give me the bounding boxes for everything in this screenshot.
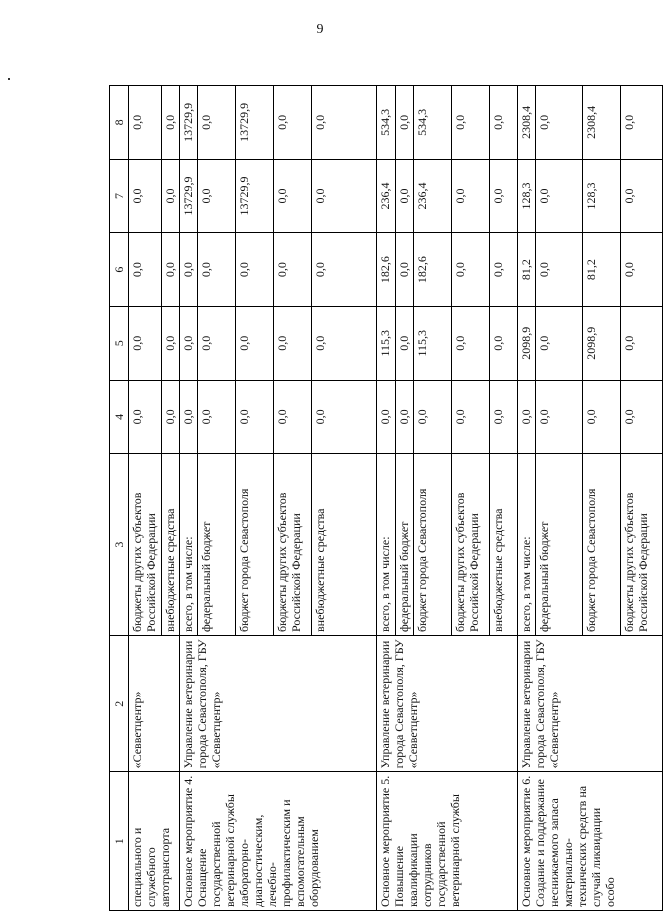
value-cell: 0,0 (128, 159, 161, 233)
source-cell: федеральный бюджет (198, 454, 236, 636)
source-cell: бюджеты других субъектов Российской Федерации (452, 454, 490, 636)
header-cell: 4 (110, 380, 129, 454)
value-cell: 13729,9 (179, 86, 198, 160)
value-cell: 0,0 (274, 380, 312, 454)
value-cell: 0,0 (312, 159, 377, 233)
value-cell: 0,0 (198, 86, 236, 160)
executor-cell: Управление ветеринарии города Севастополя, ГБУ «Севветцентр» (377, 636, 517, 772)
source-cell: бюджет города Севастополя (582, 454, 620, 636)
value-cell: 534,3 (377, 86, 396, 160)
value-cell: 2308,4 (582, 86, 620, 160)
table-row (517, 86, 536, 911)
value-cell: 0,0 (536, 306, 582, 380)
event-cell: Основное мероприятие 4. Оснащение государственной ветеринарной службы лабораторно-диагностическим, лечебно-профилактическим и вспомогательным оборудованием (179, 772, 377, 911)
source-cell: бюджеты других субъектов Российской Федерации (620, 454, 662, 636)
source-cell: всего, в том числе: (179, 454, 198, 636)
value-cell: 0,0 (312, 233, 377, 307)
value-cell: 0,0 (236, 306, 274, 380)
value-cell: 0,0 (414, 380, 452, 454)
value-cell: 0,0 (179, 233, 198, 307)
value-cell: 534,3 (414, 86, 452, 160)
value-cell: 0,0 (490, 380, 517, 454)
executor-cell: Управление ветеринарии города Севастополя, ГБУ «Севветцентр» (517, 636, 662, 772)
source-cell: внебюджетные средства (312, 454, 377, 636)
value-cell: 0,0 (128, 380, 161, 454)
value-cell: 0,0 (312, 306, 377, 380)
value-cell: 0,0 (452, 306, 490, 380)
event-cell: специального и служебного автотранспорта (128, 772, 179, 911)
value-cell: 0,0 (452, 159, 490, 233)
value-cell: 0,0 (620, 159, 662, 233)
header-row (110, 86, 129, 911)
value-cell: 0,0 (198, 159, 236, 233)
header-cell: 3 (110, 454, 129, 636)
table-row (179, 86, 198, 911)
value-cell: 0,0 (179, 306, 198, 380)
value-cell: 81,2 (582, 233, 620, 307)
header-cell: 8 (110, 86, 129, 160)
value-cell: 0,0 (128, 306, 161, 380)
rotated-table-container (109, 85, 663, 911)
value-cell: 0,0 (620, 306, 662, 380)
value-cell: 0,0 (536, 233, 582, 307)
table-row (128, 86, 161, 911)
value-cell: 0,0 (396, 233, 414, 307)
value-cell: 236,4 (377, 159, 396, 233)
value-cell: 0,0 (620, 86, 662, 160)
source-cell: бюджет города Севастополя (414, 454, 452, 636)
header-cell: 7 (110, 159, 129, 233)
source-cell: бюджеты других субъектов Российской Федерации (274, 454, 312, 636)
value-cell: 0,0 (396, 306, 414, 380)
value-cell: 236,4 (414, 159, 452, 233)
value-cell: 0,0 (128, 233, 161, 307)
value-cell: 182,6 (414, 233, 452, 307)
value-cell: 0,0 (179, 380, 198, 454)
value-cell: 0,0 (198, 306, 236, 380)
event-cell: Основное мероприятие 6. Создание и поддержание неснижаемого запаса материально-технических средств на случай ликвидации особо (517, 772, 662, 911)
table-row (377, 86, 396, 911)
value-cell: 0,0 (620, 380, 662, 454)
header-cell: 6 (110, 233, 129, 307)
value-cell: 0,0 (312, 86, 377, 160)
source-cell: федеральный бюджет (396, 454, 414, 636)
value-cell: 0,0 (490, 159, 517, 233)
value-cell: 0,0 (490, 233, 517, 307)
value-cell: 0,0 (536, 380, 582, 454)
value-cell: 0,0 (128, 86, 161, 160)
value-cell: 0,0 (236, 233, 274, 307)
value-cell: 182,6 (377, 233, 396, 307)
value-cell: 128,3 (517, 159, 536, 233)
value-cell: 13729,9 (179, 159, 198, 233)
value-cell: 0,0 (396, 380, 414, 454)
value-cell: 0,0 (161, 86, 179, 160)
value-cell: 0,0 (396, 86, 414, 160)
value-cell: 128,3 (582, 159, 620, 233)
value-cell: 0,0 (490, 86, 517, 160)
source-cell: внебюджетные средства (490, 454, 517, 636)
source-cell: федеральный бюджет (536, 454, 582, 636)
budget-table (109, 85, 663, 911)
value-cell: 0,0 (236, 380, 274, 454)
event-cell: Основное мероприятие 5. Повышение квалификации сотрудников государственной ветеринарной службы (377, 772, 517, 911)
value-cell: 13729,9 (236, 159, 274, 233)
header-cell: 2 (110, 636, 129, 772)
value-cell: 0,0 (536, 86, 582, 160)
value-cell: 0,0 (452, 86, 490, 160)
value-cell: 0,0 (161, 233, 179, 307)
source-cell: внебюджетные средства (161, 454, 179, 636)
source-cell: всего, в том числе: (517, 454, 536, 636)
source-cell: бюджеты других субъектов Российской Федерации (128, 454, 161, 636)
executor-cell: «Севветцентр» (128, 636, 179, 772)
value-cell: 0,0 (620, 233, 662, 307)
value-cell: 0,0 (274, 306, 312, 380)
value-cell: 2308,4 (517, 86, 536, 160)
value-cell: 0,0 (161, 306, 179, 380)
header-cell: 1 (110, 772, 129, 911)
value-cell: 0,0 (536, 159, 582, 233)
value-cell: 115,3 (414, 306, 452, 380)
page-number: 9 (316, 22, 324, 37)
scan-mark (8, 78, 10, 80)
source-cell: всего, в том числе: (377, 454, 396, 636)
value-cell: 0,0 (452, 233, 490, 307)
value-cell: 0,0 (517, 380, 536, 454)
value-cell: 13729,9 (236, 86, 274, 160)
header-cell: 5 (110, 306, 129, 380)
executor-cell: Управление ветеринарии города Севастополя, ГБУ «Севветцентр» (179, 636, 377, 772)
value-cell: 0,0 (161, 159, 179, 233)
value-cell: 2098,9 (517, 306, 536, 380)
value-cell: 0,0 (198, 380, 236, 454)
value-cell: 0,0 (582, 380, 620, 454)
value-cell: 0,0 (490, 306, 517, 380)
value-cell: 2098,9 (582, 306, 620, 380)
value-cell: 0,0 (452, 380, 490, 454)
value-cell: 0,0 (274, 86, 312, 160)
value-cell: 81,2 (517, 233, 536, 307)
source-cell: бюджет города Севастополя (236, 454, 274, 636)
value-cell: 0,0 (377, 380, 396, 454)
value-cell: 115,3 (377, 306, 396, 380)
value-cell: 0,0 (274, 233, 312, 307)
value-cell: 0,0 (396, 159, 414, 233)
value-cell: 0,0 (161, 380, 179, 454)
value-cell: 0,0 (312, 380, 377, 454)
value-cell: 0,0 (274, 159, 312, 233)
value-cell: 0,0 (198, 233, 236, 307)
